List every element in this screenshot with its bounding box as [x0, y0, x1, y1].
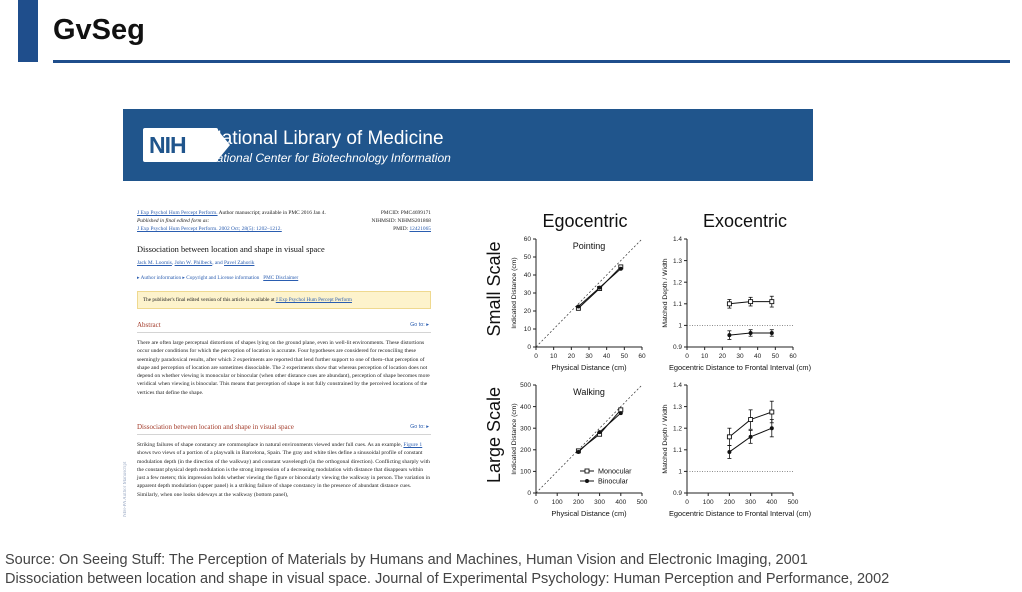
y-tick-label: 60 [523, 236, 531, 244]
paper-excerpt [123, 205, 435, 517]
x-axis-label: Physical Distance (cm) [551, 509, 627, 518]
goto-link[interactable]: Go to: ▸ [410, 322, 429, 328]
pmid-label: PMID: [393, 226, 410, 232]
y-axis-label: Matched Depth / Width [662, 404, 669, 474]
data-point [576, 305, 580, 309]
pmid-link[interactable]: 12421065 [409, 226, 431, 232]
nihmsid: NIHMSID: NIHMS201868 [371, 218, 431, 224]
source-line-1: Source: On Seeing Stuff: The Perception of Materials by Humans and Machines, Human Vision and Electronic Imaging, 2001 [5, 552, 808, 568]
y-tick-label: 1.2 [672, 425, 682, 433]
y-tick-label: 30 [523, 290, 531, 298]
data-point [749, 435, 753, 439]
legend-label: Monocular [598, 466, 632, 476]
nih-banner [123, 109, 813, 181]
y-axis-label: Indicated Distance (cm) [511, 403, 518, 475]
y-tick-label: 1.4 [672, 236, 682, 244]
y-tick-label: 50 [523, 254, 531, 262]
x-tick-label: 10 [550, 353, 558, 360]
y-tick-label: 1.3 [672, 257, 682, 265]
x-tick-label: 60 [789, 353, 797, 360]
x-tick-label: 400 [615, 499, 627, 506]
panel-title: Pointing [572, 241, 606, 251]
published-as: Published in final edited form as: [137, 218, 210, 224]
y-tick-label: 10 [523, 326, 531, 334]
data-point [770, 410, 774, 414]
data-point [727, 302, 731, 306]
divider [137, 332, 431, 333]
x-tick-label: 50 [771, 353, 779, 360]
x-tick-label: 200 [572, 499, 584, 506]
data-point [598, 430, 602, 434]
y-tick-label: 0.9 [672, 344, 682, 352]
data-point [749, 300, 753, 304]
y-tick-label: 40 [523, 272, 531, 280]
y-tick-label: 100 [520, 468, 531, 476]
data-point [727, 435, 731, 439]
data-point [770, 426, 774, 430]
x-tick-label: 30 [736, 353, 744, 360]
abstract-heading: Abstract [137, 321, 161, 329]
x-tick-label: 100 [551, 499, 563, 506]
paper-header [137, 209, 367, 233]
data-point [727, 450, 731, 454]
figure-svg [480, 205, 820, 521]
author-info [137, 275, 298, 281]
row-label-small-scale: Small Scale [484, 241, 504, 337]
x-tick-label: 0 [534, 499, 538, 506]
panel-title: Walking [573, 387, 605, 397]
citation-link[interactable]: J Exp Psychol Hum Percept Perform. 2002 Oct; 28(5): 1202–1212. [137, 226, 282, 232]
y-tick-label: 1.3 [672, 403, 682, 411]
y-tick-label: 0 [527, 344, 531, 352]
y-tick-label: 400 [520, 403, 531, 411]
pmcid: PMCID: PMC4699171 [380, 210, 431, 216]
notice-text: The publisher's final edited version of this article is available at [143, 297, 276, 303]
divider [137, 434, 431, 435]
x-tick-label: 10 [701, 353, 709, 360]
paper-ids [353, 209, 431, 233]
nih-subtitle: National Center for Biotechnology Information [208, 151, 451, 165]
author-link[interactable]: Pavel Zahorik [224, 260, 255, 266]
nih-logo: NIH [143, 128, 218, 162]
x-tick-label: 0 [685, 353, 689, 360]
data-point [598, 286, 602, 290]
x-tick-label: 300 [594, 499, 606, 506]
data-point [749, 418, 753, 422]
source-line-2: Dissociation between location and shape in visual space. Journal of Experimental Psychology: Human Perception and Performance, 2002 [5, 571, 890, 587]
x-tick-label: 0 [534, 353, 538, 360]
y-tick-label: 1.1 [672, 447, 682, 454]
x-tick-label: 20 [567, 353, 575, 360]
section-heading: Dissociation between location and shape in visual space [137, 423, 294, 431]
x-tick-label: 500 [636, 499, 648, 506]
data-point [619, 267, 623, 271]
y-tick-label: 1 [678, 468, 682, 476]
x-axis-label: Egocentric Distance to Frontal Interval (cm) [668, 509, 812, 518]
author-info-toggle[interactable]: ▸ Author information ▸ Copyright and License information [137, 275, 260, 281]
chart-panel-3 [511, 382, 648, 518]
author-link[interactable]: John W. Philbeck [174, 260, 213, 266]
y-tick-label: 500 [520, 382, 531, 390]
paper-title: Dissociation between location and shape in visual space [137, 245, 325, 254]
data-point [770, 331, 774, 335]
x-axis-label: Egocentric Distance to Frontal Interval (cm) [668, 363, 812, 372]
y-tick-label: 0 [527, 490, 531, 498]
data-point [770, 300, 774, 304]
title-rule [53, 60, 1010, 63]
column-label-egocentric: Egocentric [542, 211, 628, 231]
x-tick-label: 0 [685, 499, 689, 506]
y-tick-label: 20 [523, 308, 531, 316]
figure-link[interactable]: Figure 1 [403, 442, 423, 448]
goto-link[interactable]: Go to: ▸ [410, 424, 429, 430]
x-tick-label: 400 [766, 499, 778, 506]
y-axis-label: Matched Depth / Width [662, 258, 669, 328]
y-tick-label: 1.1 [672, 301, 682, 308]
data-point [619, 411, 623, 415]
slide-title: GvSeg [53, 14, 145, 46]
authors: Jack M. Loomis, John W. Philbeck, and Pavel Zahorik [137, 260, 255, 266]
y-axis-label: Indicated Distance (cm) [511, 257, 518, 329]
y-tick-label: 1.4 [672, 382, 682, 390]
figure-panel [480, 205, 820, 521]
data-point [576, 450, 580, 454]
disclaimer-link[interactable]: PMC Disclaimer [263, 275, 299, 281]
y-tick-label: 0.9 [672, 490, 682, 498]
legend-label: Binocular [598, 476, 628, 486]
y-tick-label: 1.2 [672, 279, 682, 287]
journal-suffix: Author manuscript; available in PMC 2016 Jan 4. [217, 210, 326, 216]
x-tick-label: 40 [754, 353, 762, 360]
x-tick-label: 100 [702, 499, 714, 506]
y-tick-label: 300 [520, 425, 531, 433]
chart-panel-4 [662, 382, 811, 518]
legend-marker [585, 479, 589, 483]
chart-panel-1 [511, 236, 646, 372]
legend-marker [585, 469, 589, 473]
data-point [727, 333, 731, 337]
nih-name: National Library of Medicine [208, 128, 444, 149]
x-axis-label: Physical Distance (cm) [551, 363, 627, 372]
y-tick-label: 200 [520, 447, 531, 454]
abstract-text: There are often large perceptual distortions of shapes lying on the ground plane, even in well-lit environments. These distortions occur under conditions for which the perception of location is accurate. Four hypotheses are considered for reconciling these seemingly paradoxical results, after which 2 experiments are reported that lend further support to one of them–that perception of shape and perception of location are sometimes dissociable. The 2 experiments show that whereas perception of location does not depend on whether viewing is monocular or binocular (when other distance cues are abundant), perception of shape becomes more veridical when viewing is binocular. This means that perception of shape is not fully constrained by the perceived locations of the vertices that define the shape. [137, 340, 430, 396]
y-tick-label: 1 [678, 322, 682, 330]
section-text: Striking failures of shape constancy are commonplace in natural environments viewed under full cues. As an example, Figure 1 shows two views of a portion of a playwalk in Barcelona, Spain. The gray and white tiles define a sinusoidal profile of constant modulation depth (in the direction of the walkway) and constant wavelength (in the orthogonal direction). Conflicting sharply with the constant physical depth modulation is the strong impression of a decreasing modulation with distance that disappears within just a few meters; this impression holds whether viewing the figure or binocularly viewing the walkway in person. The variation in apparent depth modulation (upper panel) is a striking failure of shape constancy in the presence of abundant distance cues. Similarly, when one looks sideways at the walkway (bottom panel), [137, 442, 431, 498]
x-tick-label: 300 [745, 499, 757, 506]
row-label-large-scale: Large Scale [484, 386, 504, 484]
x-tick-label: 30 [585, 353, 593, 360]
x-tick-label: 500 [787, 499, 799, 506]
notice-link[interactable]: J Exp Psychol Hum Percept Perform [275, 297, 352, 303]
x-tick-label: 40 [603, 353, 611, 360]
data-point [749, 331, 753, 335]
x-tick-label: 60 [638, 353, 646, 360]
journal-link[interactable]: J Exp Psychol Hum Percept Perform. [137, 210, 218, 216]
publisher-notice [137, 291, 431, 309]
author-link[interactable]: Jack M. Loomis [137, 260, 172, 266]
chart-panel-2 [662, 236, 811, 372]
x-tick-label: 200 [723, 499, 735, 506]
column-label-exocentric: Exocentric [702, 211, 788, 231]
x-tick-label: 50 [620, 353, 628, 360]
identity-line [536, 239, 642, 347]
accent-bar [18, 0, 38, 62]
side-strip: NIH-PA Author Manuscript [123, 461, 128, 517]
x-tick-label: 20 [718, 353, 726, 360]
